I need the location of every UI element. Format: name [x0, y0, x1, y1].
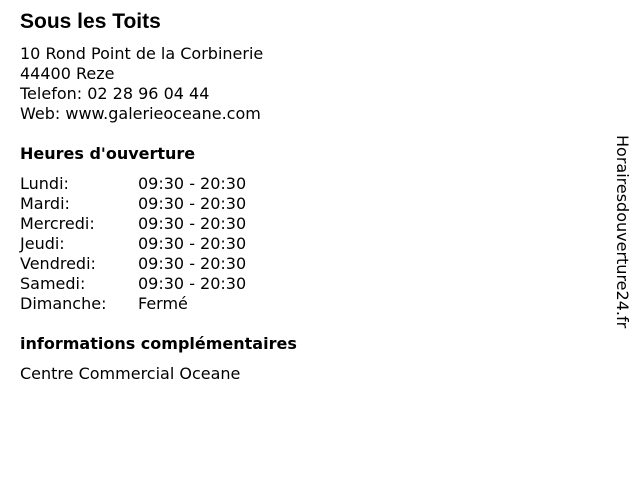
hours-row-wednesday — [20, 214, 246, 234]
website-link[interactable]: Web: www.galerieoceane.com — [20, 104, 261, 123]
address-city: 44400 Reze — [20, 64, 115, 83]
day-label: Jeudi: — [20, 234, 65, 253]
day-label: Lundi: — [20, 174, 69, 193]
address-street: 10 Rond Point de la Corbinerie — [20, 44, 264, 63]
hours-row-tuesday — [20, 194, 246, 214]
hours-row-thursday — [20, 234, 246, 254]
store-name: Sous les Toits — [20, 10, 161, 33]
day-label: Dimanche: — [20, 294, 107, 313]
opening-hours-heading: Heures d'ouverture — [20, 144, 196, 163]
hours-row-sunday — [20, 294, 246, 314]
time-value: 09:30 - 20:30 — [138, 234, 247, 253]
time-value: 09:30 - 20:30 — [138, 194, 247, 213]
time-value: Fermé — [138, 294, 188, 313]
day-label: Samedi: — [20, 274, 86, 293]
time-value: 09:30 - 20:30 — [138, 274, 247, 293]
opening-hours-table — [20, 174, 246, 314]
day-label: Vendredi: — [20, 254, 96, 273]
additional-info-heading: informations complémentaires — [20, 334, 297, 353]
hours-row-saturday — [20, 274, 246, 294]
site-watermark: Horairesdouverture24.fr — [613, 135, 632, 329]
day-label: Mardi: — [20, 194, 70, 213]
time-value: 09:30 - 20:30 — [138, 214, 247, 233]
hours-row-friday — [20, 254, 246, 274]
time-value: 09:30 - 20:30 — [138, 174, 247, 193]
phone-number: Telefon: 02 28 96 04 44 — [20, 84, 210, 103]
store-address-block — [20, 44, 263, 124]
day-label: Mercredi: — [20, 214, 95, 233]
time-value: 09:30 - 20:30 — [138, 254, 247, 273]
additional-info-text: Centre Commercial Oceane — [20, 364, 241, 383]
hours-row-monday — [20, 174, 246, 194]
